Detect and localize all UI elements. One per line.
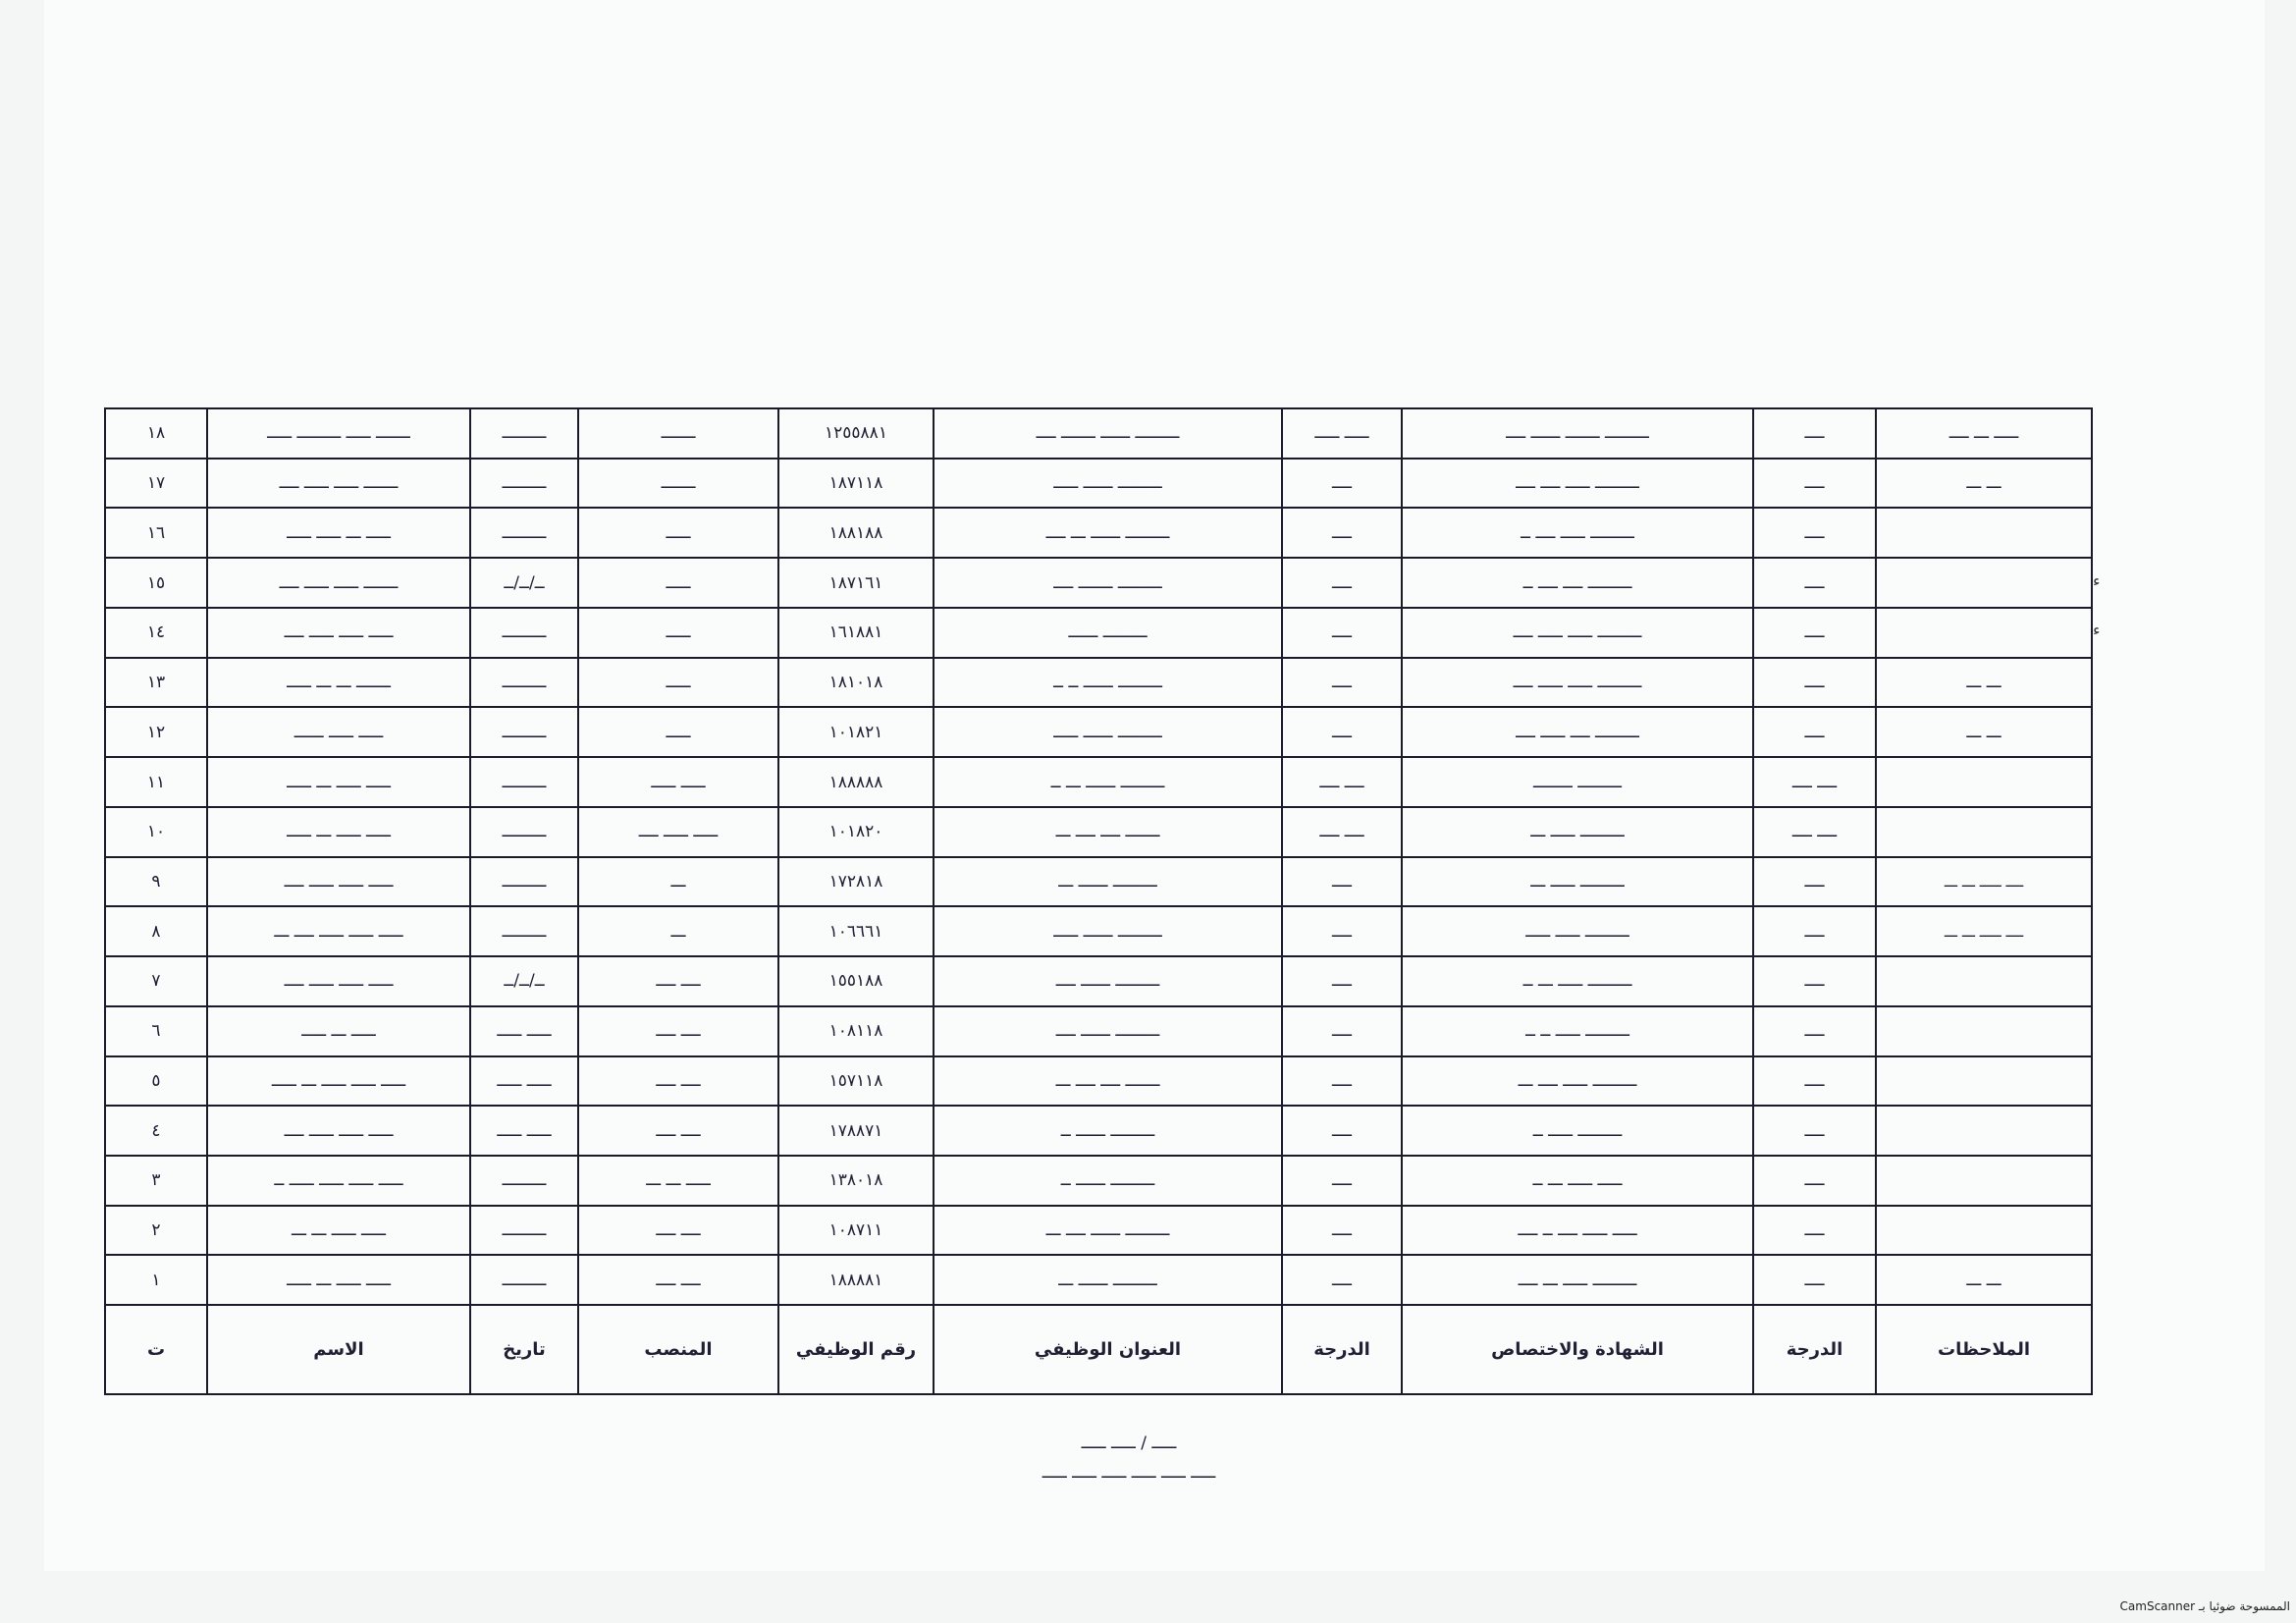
table-cell: ــــ [1282,558,1402,608]
data-table [104,407,2093,1395]
table-row [105,1255,2092,1305]
table-cell: ١٨٨٨٨٨ [778,757,934,807]
table-cell: ـــــ ـــــ ـــ ـــ [207,1206,470,1256]
table-cell: ــــ [1282,857,1402,907]
table-cell: ـــــــــ ــــــ ــــ [934,956,1282,1006]
table-cell: ــــ [1753,1156,1876,1206]
table-cell: ــــ ـــــ ـــ ـــ [1876,857,2092,907]
table-cell: ــــ [1753,658,1876,708]
table-cell: ـــــــــ [470,508,578,558]
table-cell: ـــــ ـــــ ـــــ ــــ ـــ [207,906,470,956]
table-cell: ـــ [578,906,778,956]
table-row [105,807,2092,857]
table-cell: ـــــــــ [470,757,578,807]
table-cell: ــــ ــــ [578,1006,778,1056]
table-cell: ـــــــــ ــــــ ـــــــ ــــ [934,408,1282,459]
column-header: تاريخ [470,1305,578,1394]
table-cell: ــــ ــــ [578,956,778,1006]
table-cell: ١٧ [105,459,207,509]
table-cell: ــــ [1753,608,1876,658]
table-cell: ـــــ ـــــ ــــــ [207,707,470,757]
table-cell: ــــ [1753,408,1876,459]
table-cell: ــــ [1282,1156,1402,1206]
table-cell: ـــــــــ ــــــ ـــــ [934,906,1282,956]
table-cell: ١٨٨١٨٨ [778,508,934,558]
table-cell: ــــ [1753,1255,1876,1305]
table-cell: ـــــــــ [470,1206,578,1256]
table-cell: ـــــ ـــ ـــــ ـــــ [207,508,470,558]
table-row [105,658,2092,708]
staff-table [104,407,2091,1395]
table-cell: ٤ [105,1106,207,1156]
table-cell: ـــ ـــ [1876,1255,2092,1305]
column-header: رقم الوظيفي [778,1305,934,1394]
table-cell: ــــ [1282,1206,1402,1256]
table-cell: ـــــــــ ــــــ ــــ [934,1006,1282,1056]
table-row [105,757,2092,807]
table-cell: ـــــــــ ـــــ ـــــ [1402,906,1753,956]
table-cell: ــــ ــــ [1282,807,1402,857]
table-cell: ـــــــــ [470,608,578,658]
table-cell: ـــ ـــ [1876,459,2092,509]
table-cell: ٣ [105,1156,207,1206]
table-cell: ــــ ــــ [1282,757,1402,807]
table-cell: ـــ ـــ [1876,658,2092,708]
table-cell: ـــــــــ ـــــ ـــ [1402,807,1753,857]
table-cell: ـــــــــ [470,459,578,509]
table-cell: ١٨٧١٦١ [778,558,934,608]
table-cell: ـــــــــ ــــ ــــ ــ [1402,558,1753,608]
table-cell: ـــــــــ ـــــ ـــــ ــــ [1402,608,1753,658]
table-row [105,1006,2092,1056]
table-cell: ـــــــــ ــــــ ـــ ــــ [934,508,1282,558]
table-cell [1876,807,2092,857]
table-cell: ١٥٥١٨٨ [778,956,934,1006]
table-cell: ــــ ــــ [578,1206,778,1256]
table-cell: ــ/ــ/ــ [470,956,578,1006]
table-cell: ــــ [1753,906,1876,956]
table-cell: ١٥٧١١٨ [778,1056,934,1107]
table-cell: ــــ [1753,956,1876,1006]
table-cell: ــــ [1282,956,1402,1006]
table-cell: ١٨١٠١٨ [778,658,934,708]
table-cell: ـــــ ـــــ [578,757,778,807]
table-row [105,1056,2092,1107]
table-row [105,608,2092,658]
table-cell: ـــــ ـــــ [470,1056,578,1107]
table-cell: ـــــــــ [470,707,578,757]
table-cell [1876,1056,2092,1107]
table-row [105,707,2092,757]
table-cell: ـــــــــ ـــــــ ــــ [934,558,1282,608]
table-cell: ــــ [1753,1056,1876,1107]
header-row [105,1305,2092,1394]
table-cell: ـــــــــ ــــــ ـــ [934,1255,1282,1305]
table-cell [1876,1106,2092,1156]
table-cell: ـــــ ـــــ ـــــ ـــ ـــــ [207,1056,470,1107]
table-cell: ــــ [1753,1006,1876,1056]
column-header: العنوان الوظيفي [934,1305,1282,1394]
table-cell: ـــــ ـــــ ـــ ـــــ [207,1255,470,1305]
table-cell: ـــــــــ ــــــــ [1402,757,1753,807]
table-cell: ١٧٨٨٧١ [778,1106,934,1156]
table-cell: ـــــــــ ــــــ [934,608,1282,658]
table-cell: ــــ [1282,1006,1402,1056]
table-cell: ـــــ [578,558,778,608]
table-cell: ٨ [105,906,207,956]
table-cell [1876,608,2092,658]
table-row [105,857,2092,907]
table-cell: ـــــــ ــــ ــــ ـــ [934,807,1282,857]
table-cell [1876,757,2092,807]
table-cell: ـــــــــ [470,857,578,907]
table-cell: ــــ [1282,1106,1402,1156]
table-cell: ١١ [105,757,207,807]
table-cell: ــــ [1282,608,1402,658]
column-header: المنصب [578,1305,778,1394]
table-cell: ١٠٨١١٨ [778,1006,934,1056]
table-cell: ـــــــــ [470,1156,578,1206]
table-cell [1876,1006,2092,1056]
table-row [105,1206,2092,1256]
table-cell: ــــ [1282,508,1402,558]
table-cell [1876,956,2092,1006]
table-cell: ـــــ ـــــ ـــــ ـــــ ــ [207,1156,470,1206]
table-cell: ــــ [1753,1106,1876,1156]
table-cell: ـــــــ ــــ ــــ ـــ [934,1056,1282,1107]
table-cell: ــــ ــــ [1753,807,1876,857]
table-cell: ـــــــــ ـــــ ــ ــ [1402,1006,1753,1056]
table-cell: ـــــــ [578,408,778,459]
footer-signature [883,1429,1374,1488]
table-row [105,459,2092,509]
table-cell: ــــ [1753,1206,1876,1256]
table-cell: ٢ [105,1206,207,1256]
table-cell: ١٠١٨٢١ [778,707,934,757]
table-cell: ـــــ ـــــ ــــ [578,807,778,857]
table-cell: ١٦١٨٨١ [778,608,934,658]
table-cell: ـــــ ـــــ ـــ ـــــ [207,807,470,857]
camscanner-watermark: CamScanner الممسوحة ضوئيا بـ [2119,1599,2290,1613]
column-header: الشهادة والاختصاص [1402,1305,1753,1394]
table-cell: ١٣ [105,658,207,708]
table-cell: ـــــ ـــــ ـــــ ــــ [207,857,470,907]
table-row [105,1106,2092,1156]
table-cell: ١٧٢٨١٨ [778,857,934,907]
table-cell: ـــــــــ ــــــ ـــ [934,857,1282,907]
table-cell: ـــــــــ [470,906,578,956]
table-cell: ١٠٨٧١١ [778,1206,934,1256]
table-cell: ـــــــــ [470,1255,578,1305]
table-cell: ١٦ [105,508,207,558]
table-cell: ـــــ [578,658,778,708]
table-cell: ـــــــ ـــــ ـــــ ــــ [207,558,470,608]
table-cell: ـــــــــ ــــ ـــــ ــــ [1402,707,1753,757]
table-cell: ١ [105,1255,207,1305]
table-cell: ــ/ــ/ــ [470,558,578,608]
table-cell: ـــــــــ ــــــ ـــــ [934,459,1282,509]
table-cell [1876,558,2092,608]
table-cell: ـــــ ـــ ــــ [1876,408,2092,459]
table-cell: ـــــ ـــــ [470,1106,578,1156]
column-header: ت [105,1305,207,1394]
table-row [105,408,2092,459]
column-header: الملاحظات [1876,1305,2092,1394]
table-cell: ـــــ ـــــ ــــ ــ ــــ [1402,1206,1753,1256]
table-cell: ـــــ ـــــ ـــــ ــــ [207,608,470,658]
table-cell: ــــ [1753,857,1876,907]
table-cell: ـــــــــ ــــــ ـــ ــ [934,757,1282,807]
table-cell: ـــــــــ ـــــ ـــ ــ [1402,956,1753,1006]
table-cell: ١٠ [105,807,207,857]
table-cell: ـــ [578,857,778,907]
table-cell: ـــــ ـــــ ـــــ ــــ [207,1106,470,1156]
table-cell: ١٨ [105,408,207,459]
column-header: الدرجة [1753,1305,1876,1394]
table-cell: ــــ [1282,459,1402,509]
table-cell: ٩ [105,857,207,907]
table-cell: ــــ ــــ [578,1106,778,1156]
table-cell: ــــ [1753,459,1876,509]
table-cell: ١٢ [105,707,207,757]
table-cell: ــــ [1282,906,1402,956]
table-cell: ــــ ــــ [578,1056,778,1107]
table-cell: ـــــ ـــــ [470,1006,578,1056]
table-cell: ـــــــــ ـــــ ــــ ــ [1402,508,1753,558]
table-row [105,508,2092,558]
table-cell: ـــــــــ ـــــ ـــ [1402,857,1753,907]
table-cell [1876,1156,2092,1206]
table-cell: ١٤ [105,608,207,658]
table-cell: ـــــــــ ـــــ ـــــ ــــ [1402,658,1753,708]
table-cell: ٧ [105,956,207,1006]
table-cell: ١٥ [105,558,207,608]
table-cell: ـــــــــ [470,408,578,459]
table-cell: ــــ [1753,508,1876,558]
table-cell: ــــ [1282,1056,1402,1107]
footer-line-1: ـــــ / ـــــ ـــــ [1081,1434,1177,1453]
table-cell: ـــــــــ ـــــ ــــ ــــ [1402,459,1753,509]
margin-mark: ء [2093,571,2101,590]
table-cell: ـــــ ـــــ ـــ ــ [1402,1156,1753,1206]
table-cell: ـــــ [578,707,778,757]
table-cell: ـــ ـــ [1876,707,2092,757]
table-cell: ـــــ ـــــ [1282,408,1402,459]
table-cell: ـــــــــ ــــــ ــ [934,1156,1282,1206]
column-header: الاسم [207,1305,470,1394]
table-cell: ـــــــــ ــــــ ــ [934,1106,1282,1156]
table-cell: ــــ [1282,707,1402,757]
table-cell [1876,1206,2092,1256]
table-cell: ــــ ـــــ ـــ ـــ [1876,906,2092,956]
table-row [105,1156,2092,1206]
table-row [105,956,2092,1006]
table-cell: ـــــــــ [470,658,578,708]
table-cell: ١٠١٨٢٠ [778,807,934,857]
table-cell: ـــــــــ ـــــ ــــ ـــ [1402,1056,1753,1107]
table-cell: ــــ [1753,558,1876,608]
table-cell: ١٨٧١١٨ [778,459,934,509]
table-cell: ــــ [1753,707,1876,757]
table-cell: ـــــــ ـــ ـــ ـــــ [207,658,470,708]
table-cell: ـــــ ـــ ـــــ [207,1006,470,1056]
column-header: الدرجة [1282,1305,1402,1394]
table-cell: ـــــــ ـــــ ـــــــــ ـــــ [207,408,470,459]
table-cell: ـــــــــ ـــــ ــ [1402,1106,1753,1156]
table-cell: ـــــــ [578,459,778,509]
table-cell: ـــــ [578,608,778,658]
table-cell: ـــــــــ ــــــ ـــــ [934,707,1282,757]
table-cell: ـــــ ـــــ ـــ ـــــ [207,757,470,807]
table-cell: ــــ [1282,1255,1402,1305]
table-cell: ٥ [105,1056,207,1107]
table-cell: ـــــــــ ـــــــ ــــــ ــــ [1402,408,1753,459]
table-cell: ـــــــــ ــــــ ــ ــ [934,658,1282,708]
table-cell: ـــــــــ [470,807,578,857]
table-cell: ١٠٦٦٦١ [778,906,934,956]
table-cell: ـــــــــ ـــــ ـــ ــــ [1402,1255,1753,1305]
table-cell: ــــ ــــ [1753,757,1876,807]
table-cell: ـــــــ ـــــ ـــــ ــــ [207,459,470,509]
table-cell: ـــــ ـــــ ـــــ ــــ [207,956,470,1006]
table-cell: ـــــــــ ــــــ ــــ ـــ [934,1206,1282,1256]
table-row [105,558,2092,608]
margin-mark: ء [2093,621,2101,639]
table-cell [1876,508,2092,558]
table-cell: ١٣٨٠١٨ [778,1156,934,1206]
table-cell: ١٢٥٥٨٨١ [778,408,934,459]
footer-line-2: ـــــ ـــــ ـــــ ـــــ ـــــ ـــــ [1041,1463,1216,1483]
table-row [105,906,2092,956]
table-cell: ١٨٨٨٨١ [778,1255,934,1305]
table-cell: ــــ ــــ [578,1255,778,1305]
table-cell: ٦ [105,1006,207,1056]
table-cell: ـــــ [578,508,778,558]
table-cell: ــــ [1282,658,1402,708]
table-cell: ـــــ ـــ ـــ [578,1156,778,1206]
